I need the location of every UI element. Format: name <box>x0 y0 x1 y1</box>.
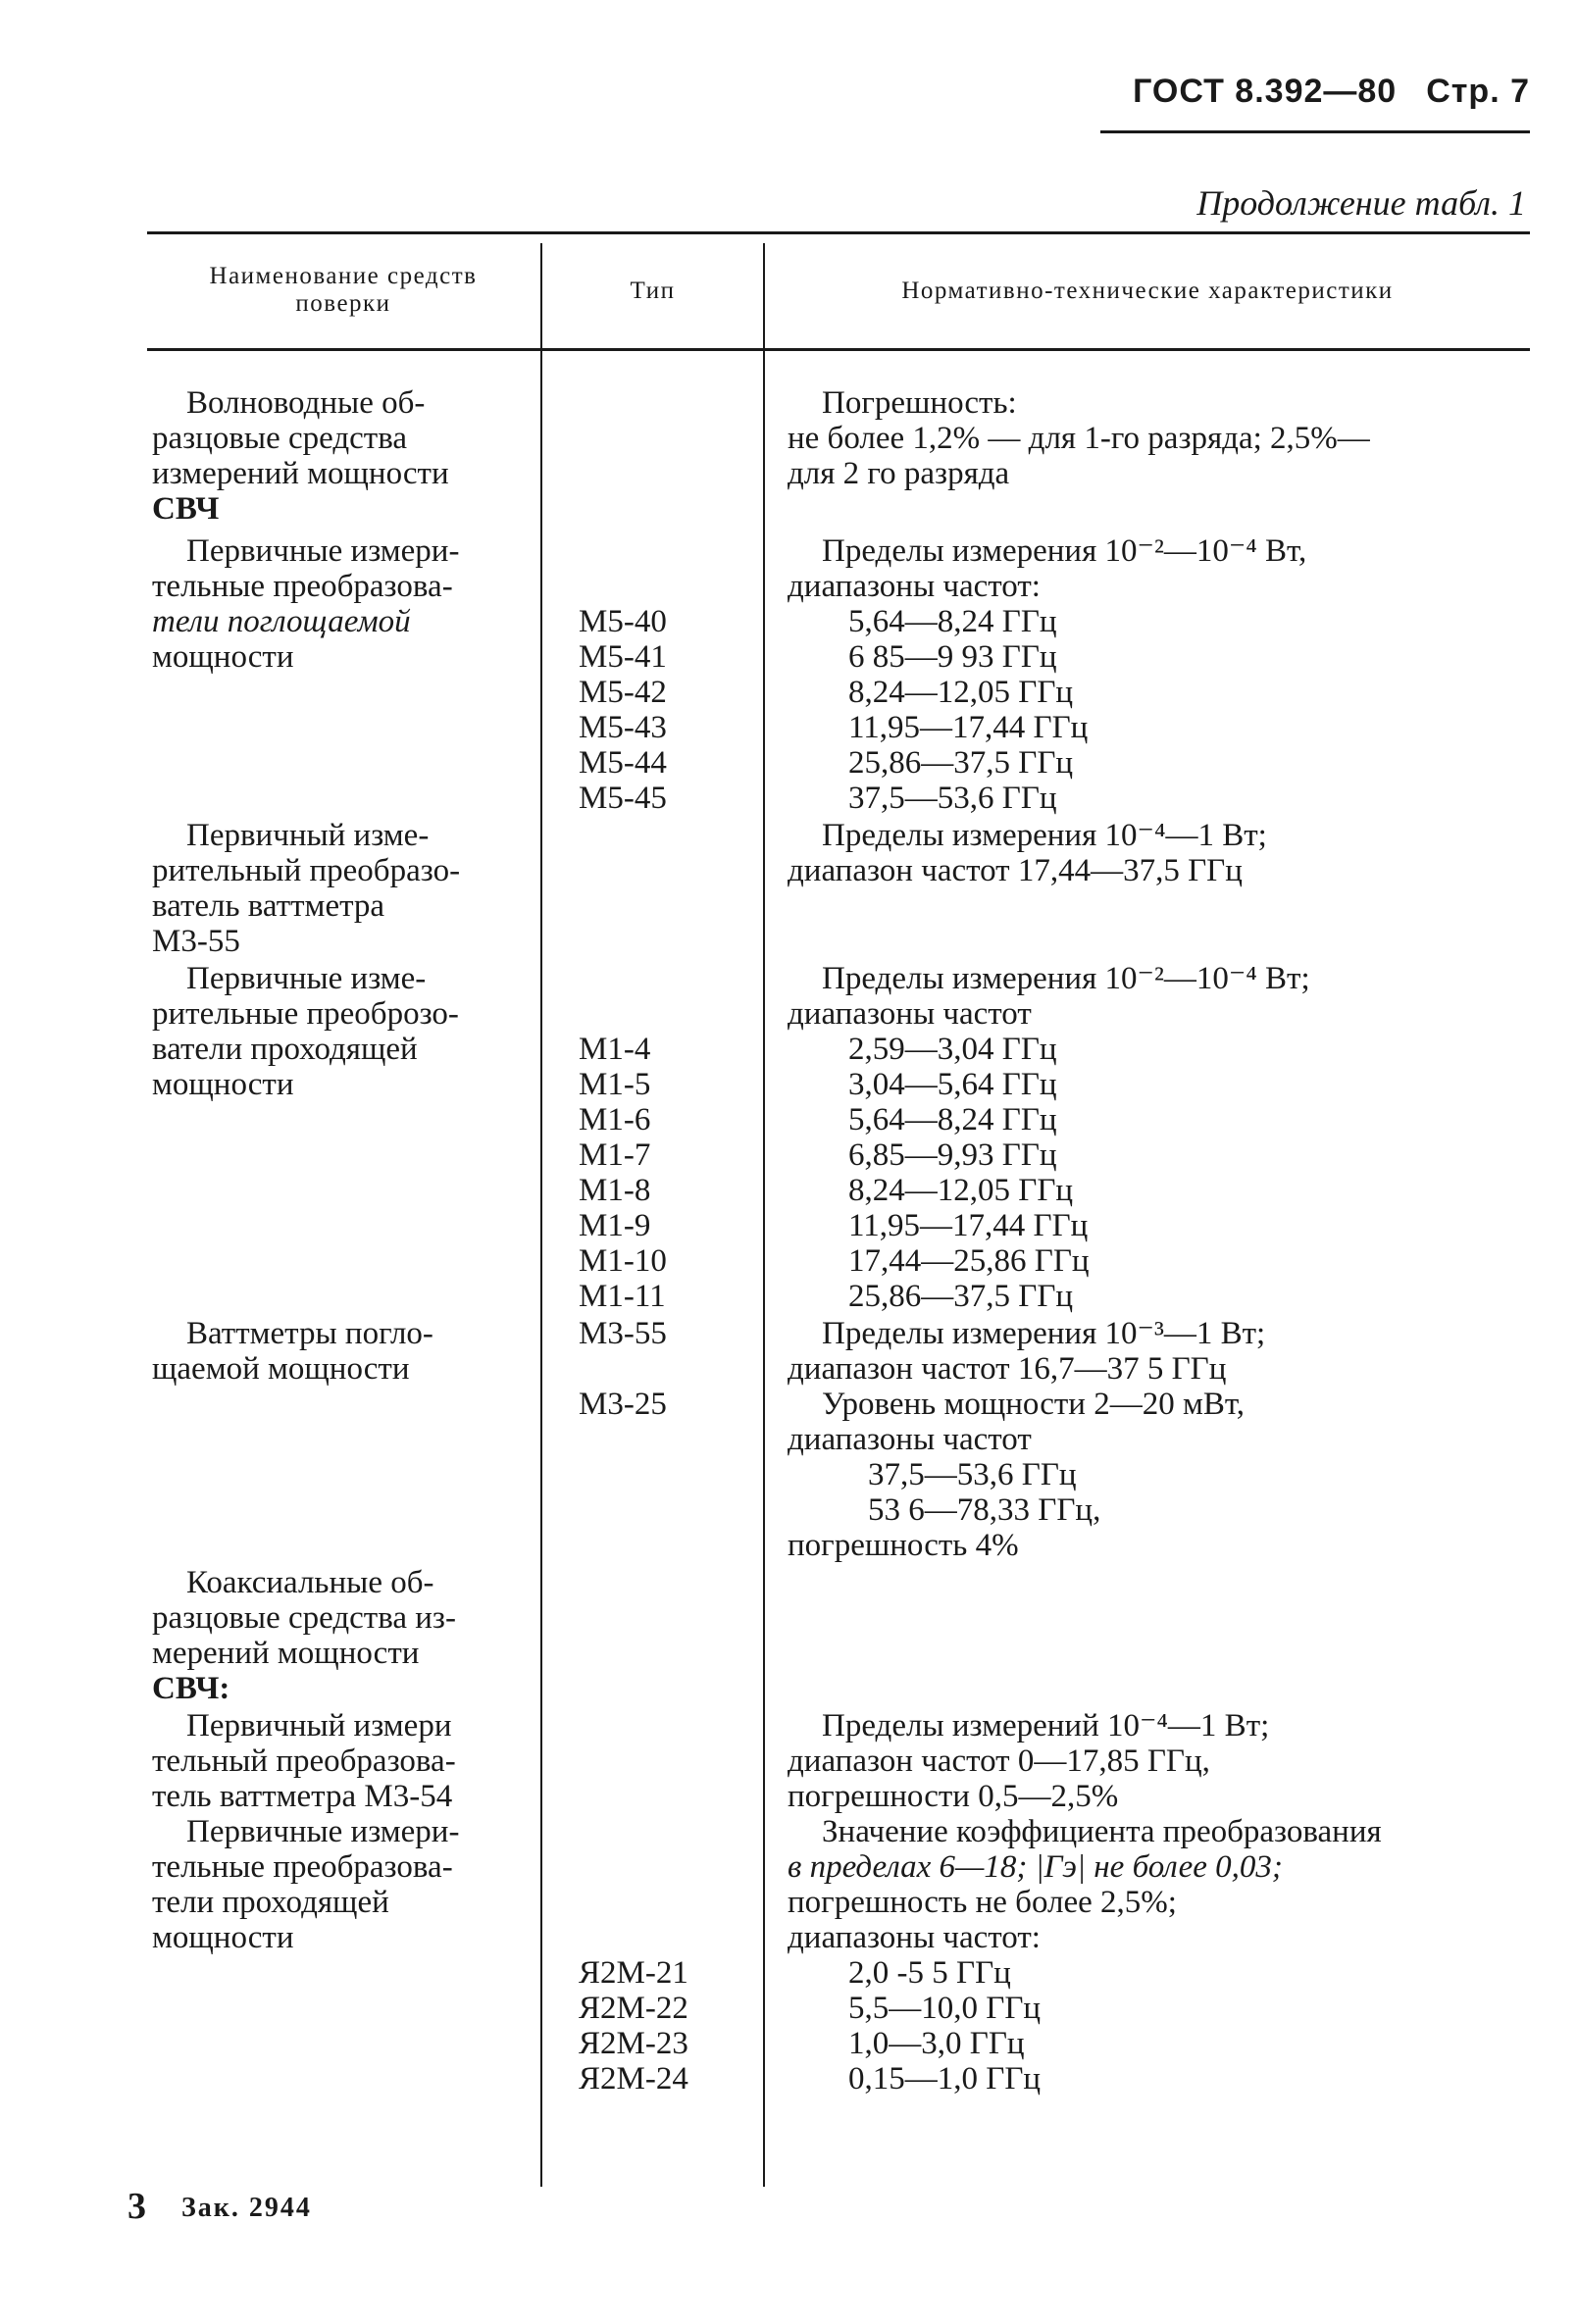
table-continuation-label: Продолжение табл. 1 <box>1196 183 1526 223</box>
instrument-name-cell: Первичный изме- <box>186 818 430 853</box>
instrument-type-cell: М1-6 <box>579 1102 651 1137</box>
instrument-name-cell: Первичные измери- <box>186 1814 460 1849</box>
specification-cell: погрешность не более 2,5%; <box>788 1885 1177 1920</box>
table-row <box>0 1387 1577 1422</box>
instrument-type-cell: М1-10 <box>579 1243 667 1279</box>
instrument-name-cell: Коаксиальные об- <box>186 1565 434 1600</box>
instrument-type-cell: М3-55 <box>579 1316 667 1351</box>
specification-cell: Значение коэффициента преобразования <box>822 1814 1382 1849</box>
specification-cell: 6 85—9 93 ГГц <box>848 639 1057 675</box>
instrument-name-cell: Ваттметры погло- <box>186 1316 433 1351</box>
table-row <box>0 533 1577 569</box>
instrument-type-cell: Я2М-23 <box>579 2026 688 2061</box>
table-row <box>0 1457 1577 1492</box>
specification-cell: погрешность 4% <box>788 1528 1019 1563</box>
specification-cell: 11,95—17,44 ГГц <box>848 1208 1089 1243</box>
instrument-type-cell: М1-11 <box>579 1279 666 1314</box>
instrument-name-cell: тельный преобразова- <box>152 1743 456 1779</box>
specification-cell: 6,85—9,93 ГГц <box>848 1137 1057 1173</box>
instrument-type-cell: М1-5 <box>579 1067 651 1102</box>
instrument-name-cell: мощности <box>152 1920 294 1955</box>
instrument-name-cell: рительный преобразо- <box>152 853 461 888</box>
table-row <box>0 888 1577 924</box>
page-number: Стр. 7 <box>1426 73 1530 110</box>
specification-cell: 0,15—1,0 ГГц <box>848 2061 1042 2097</box>
instrument-name-cell: разцовые средства <box>152 421 408 456</box>
instrument-type-cell: М1-7 <box>579 1137 651 1173</box>
instrument-name-cell: тельные преобразова- <box>152 1849 453 1885</box>
specification-cell: 2,0 -5 5 ГГц <box>848 1955 1011 1991</box>
specification-cell: погрешности 0,5—2,5% <box>788 1779 1119 1814</box>
table-row <box>0 1102 1577 1137</box>
table-row <box>0 2061 1577 2097</box>
table-row <box>0 1849 1577 1885</box>
specification-cell: диапазоны частот: <box>788 569 1041 604</box>
table-row <box>0 1743 1577 1779</box>
instrument-type-cell: Я2М-21 <box>579 1955 688 1991</box>
specification-cell: Пределы измерений 10⁻⁴—1 Вт; <box>822 1708 1270 1743</box>
table-row <box>0 1885 1577 1920</box>
instrument-name-cell: М3-55 <box>152 924 240 959</box>
instrument-name-cell: ватели проходящей <box>152 1032 418 1067</box>
table-row <box>0 385 1577 421</box>
instrument-name-cell: Первичные изме- <box>186 961 427 996</box>
specification-cell: 2,59—3,04 ГГц <box>848 1032 1057 1067</box>
instrument-name-cell: ватель ваттметра <box>152 888 385 924</box>
instrument-type-cell: М5-45 <box>579 781 667 816</box>
specification-cell: Погрешность: <box>822 385 1017 421</box>
footer-order-number: Зак. 2944 <box>181 2193 312 2223</box>
instrument-type-cell: М5-44 <box>579 745 667 781</box>
specification-cell: 17,44—25,86 ГГц <box>848 1243 1090 1279</box>
table-row <box>0 996 1577 1032</box>
specification-cell: 3,04—5,64 ГГц <box>848 1067 1057 1102</box>
table-row <box>0 456 1577 491</box>
specification-cell: диапазоны частот: <box>788 1920 1041 1955</box>
instrument-name-cell: тель ваттметра М3-54 <box>152 1779 453 1814</box>
table-row <box>0 1955 1577 1991</box>
specification-cell: 53 6—78,33 ГГц, <box>868 1492 1101 1528</box>
table-row <box>0 818 1577 853</box>
specification-cell: 5,5—10,0 ГГц <box>848 1991 1042 2026</box>
table-row <box>0 781 1577 816</box>
specification-cell: диапазоны частот <box>788 996 1032 1032</box>
instrument-type-cell: М5-42 <box>579 675 667 710</box>
table-row <box>0 421 1577 456</box>
instrument-name-cell: СВЧ: <box>152 1671 230 1706</box>
column-header-specs: Нормативно-технические характеристики <box>901 278 1394 304</box>
specification-cell: 25,86—37,5 ГГц <box>848 745 1074 781</box>
table-header-rule <box>147 348 1530 351</box>
table-row <box>0 924 1577 959</box>
instrument-type-cell: М1-4 <box>579 1032 651 1067</box>
table-row <box>0 675 1577 710</box>
table-row <box>0 1208 1577 1243</box>
specification-cell: диапазон частот 16,7—37 5 ГГц <box>788 1351 1227 1387</box>
specification-cell: 37,5—53,6 ГГц <box>868 1457 1077 1492</box>
table-row <box>0 604 1577 639</box>
specification-cell: 1,0—3,0 ГГц <box>848 2026 1025 2061</box>
specification-cell: не более 1,2% — для 1-го разряда; 2,5%— <box>788 421 1370 456</box>
specification-cell: 25,86—37,5 ГГц <box>848 1279 1074 1314</box>
table-row <box>0 961 1577 996</box>
header-rule <box>1100 130 1530 133</box>
instrument-name-cell: мощности <box>152 639 294 675</box>
table-row <box>0 710 1577 745</box>
instrument-name-cell: тельные преобразова- <box>152 569 453 604</box>
table-row <box>0 1279 1577 1314</box>
column-header-type: Тип <box>630 278 676 304</box>
instrument-type-cell: Я2М-22 <box>579 1991 688 2026</box>
specification-cell: Пределы измерения 10⁻²—10⁻⁴ Вт; <box>822 961 1310 996</box>
specification-cell: 11,95—17,44 ГГц <box>848 710 1089 745</box>
instrument-name-cell: Волноводные об- <box>186 385 426 421</box>
table-row <box>0 1422 1577 1457</box>
specification-cell: диапазон частот 17,44—37,5 ГГц <box>788 853 1243 888</box>
table-row <box>0 1600 1577 1636</box>
table-row <box>0 1351 1577 1387</box>
standard-number: ГОСТ 8.392—80 <box>1133 73 1398 110</box>
specification-cell: 8,24—12,05 ГГц <box>848 675 1074 710</box>
table-row <box>0 2026 1577 2061</box>
instrument-type-cell: М3-25 <box>579 1387 667 1422</box>
table-row <box>0 1528 1577 1563</box>
specification-cell: диапазон частот 0—17,85 ГГц, <box>788 1743 1210 1779</box>
instrument-name-cell: мощности <box>152 1067 294 1102</box>
column-header-name: Наименование средств поверки <box>209 263 478 317</box>
table-row <box>0 1137 1577 1173</box>
instrument-name-cell: Первичный измери <box>186 1708 452 1743</box>
table-row <box>0 1779 1577 1814</box>
specification-cell: 5,64—8,24 ГГц <box>848 1102 1057 1137</box>
table-row <box>0 1173 1577 1208</box>
instrument-type-cell: М5-41 <box>579 639 667 675</box>
table-row <box>0 745 1577 781</box>
footer-page-number: 3 <box>127 2186 146 2227</box>
specification-cell: Пределы измерения 10⁻²—10⁻⁴ Вт, <box>822 533 1307 569</box>
instrument-name-cell: мерений мощности <box>152 1636 420 1671</box>
instrument-name-cell: щаемой мощности <box>152 1351 410 1387</box>
table-row <box>0 853 1577 888</box>
specification-cell: для 2 го разряда <box>788 456 1010 491</box>
specification-cell: Пределы измерения 10⁻⁴—1 Вт; <box>822 818 1267 853</box>
instrument-name-cell: СВЧ <box>152 491 220 527</box>
table-row <box>0 1032 1577 1067</box>
instrument-name-cell: рительные преоброзо- <box>152 996 459 1032</box>
table-row <box>0 1814 1577 1849</box>
instrument-name-cell: тели поглощаемой <box>152 604 411 639</box>
table-row <box>0 1243 1577 1279</box>
table-row <box>0 1067 1577 1102</box>
specification-cell: Уровень мощности 2—20 мВт, <box>822 1387 1246 1422</box>
instrument-type-cell: Я2М-24 <box>579 2061 688 2097</box>
specification-cell: 37,5—53,6 ГГц <box>848 781 1057 816</box>
table-row <box>0 1708 1577 1743</box>
instrument-type-cell: М1-9 <box>579 1208 651 1243</box>
specification-cell: диапазоны частот <box>788 1422 1032 1457</box>
table-row <box>0 1492 1577 1528</box>
specification-cell: Пределы измерения 10⁻³—1 Вт; <box>822 1316 1266 1351</box>
table-row <box>0 639 1577 675</box>
table-row <box>0 1991 1577 2026</box>
specification-cell: в пределах 6—18; |Гэ| не более 0,03; <box>788 1849 1283 1885</box>
instrument-type-cell: М1-8 <box>579 1173 651 1208</box>
table-row <box>0 1636 1577 1671</box>
page-header <box>1098 73 1530 111</box>
table-top-rule <box>147 231 1530 234</box>
instrument-name-cell: измерений мощности <box>152 456 449 491</box>
instrument-name-cell: Первичные измери- <box>186 533 460 569</box>
instrument-name-cell: тели проходящей <box>152 1885 389 1920</box>
table-row <box>0 569 1577 604</box>
table-row <box>0 1671 1577 1706</box>
specification-cell: 8,24—12,05 ГГц <box>848 1173 1074 1208</box>
instrument-type-cell: М5-40 <box>579 604 667 639</box>
table-row <box>0 1316 1577 1351</box>
table-row <box>0 491 1577 527</box>
table-row <box>0 1920 1577 1955</box>
instrument-name-cell: разцовые средства из- <box>152 1600 456 1636</box>
specification-cell: 5,64—8,24 ГГц <box>848 604 1057 639</box>
instrument-type-cell: М5-43 <box>579 710 667 745</box>
table-row <box>0 1565 1577 1600</box>
